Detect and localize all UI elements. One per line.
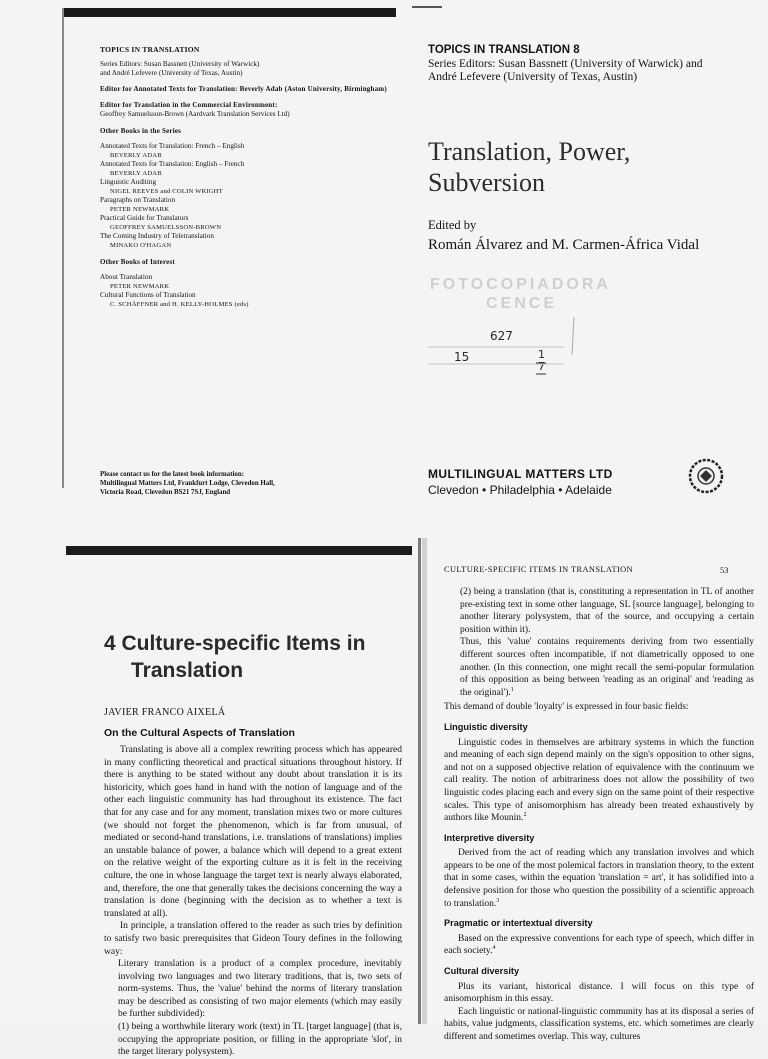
- binding-shadow: [422, 538, 427, 1024]
- paragraph: Plus its variant, historical distance. I will focus on this type of anisomorphism in this essay.: [444, 981, 754, 1005]
- series-title: TOPICS IN TRANSLATION 8: [428, 44, 580, 56]
- list-item: The Coming Industry of Teletranslation MINAKO O'HAGAN: [100, 232, 214, 249]
- subheading-cultural: Cultural diversity: [444, 966, 520, 977]
- block-quote: Literary translation is a product of a complex procedure, inevitably involving two languages and two literary traditions, that is, two sets of norm-systems. Thus, the 'value' behind the norms of literary translation may be described as consisting of two major elements (which may easily be further subdivided):: [118, 959, 402, 1020]
- annotated-editor: Editor for Annotated Texts for Translation: Beverly Adab (Aston University, Birmingham): [100, 85, 387, 93]
- paragraph: Derived from the act of reading which any translation involves and which appears to be one of the most polemical factors in translation theory, to the extent that in some cases, within the equation 'translation = art', it has solidified into a defensive position for those who question the possibility of a scientific approach to translation.$^3$: [444, 848, 754, 909]
- publisher-name: MULTILINGUAL MATTERS LTD: [428, 467, 613, 481]
- stamp-lines: [424, 315, 574, 375]
- page-body: [444, 586, 754, 1044]
- library-stamp: FOTOCOPIADORA CENCE: [430, 276, 611, 312]
- list-item: (1) being a worthwhile literary work (text) in TL [target language] (that is, occupying the appropriate position, or filling in the appropriate 'slot', in the target literary polysystem).: [118, 1022, 402, 1058]
- footnote-ref: 4: [492, 945, 496, 952]
- list-item: Annotated Texts for Translation: French – English BEVERLY ADAB: [100, 142, 245, 159]
- subheading-interpretive: Interpretive diversity: [444, 832, 535, 843]
- list-item: (2) being a translation (that is, constituting a representation in TL of another pre-existing text in some other language, SL [source language], belonging to another literary polysystem, that of the source, and occupying a certain position within it).: [460, 587, 754, 635]
- toner-mark: [412, 6, 442, 8]
- subheading-linguistic: Linguistic diversity: [444, 721, 528, 732]
- section-heading: On the Cultural Aspects of Translation: [104, 727, 295, 739]
- commercial-editor-name: Geoffrey Samuelsson-Brown (Aardvark Translation Services Ltd): [100, 110, 290, 118]
- chapter-opening-page: [0, 538, 412, 1058]
- handwritten-1: 1: [538, 348, 545, 361]
- paragraph: Thus, this 'value' contains requirements deriving from two essentially different sources often incompatible, if not diametrically opposed to one another. (In this connection, one might recall the semi-popular formulation of this opposition as being between 'reading as an original' and 'reading as the original').$^1$: [460, 637, 754, 698]
- title-page: [400, 0, 768, 538]
- edited-by-label: Edited by: [428, 218, 477, 232]
- book-title: Translation, Power, Subversion: [428, 137, 631, 197]
- paragraph: Each linguistic or national-linguistic community has at its disposal a series of habits, value judgments, classification systems, etc. which sometimes are clearly different and sometimes overlap. This way, cultures: [444, 1006, 754, 1042]
- handwritten-7: 7: [538, 360, 545, 373]
- page-53: [412, 538, 768, 1042]
- paragraph: Based on the expressive conventions for each type of speech, which differ in each society.$^4$: [444, 933, 754, 957]
- running-head: CULTURE-SPECIFIC ITEMS IN TRANSLATION: [444, 565, 634, 574]
- publisher-cities: Clevedon • Philadelphia • Adelaide: [428, 483, 612, 497]
- contact-info: Please contact us for the latest book information: Multilingual Matters Ltd, Frankfurt Lodge, Clevedon Hall, Victoria Road, Clevedon BS21 7SJ, England: [100, 471, 275, 496]
- subheading-pragmatic: Pragmatic or intertextual diversity: [444, 918, 593, 929]
- list-item: Cultural Functions of Translation C. SCHÄFFNER and H. KELLY-HOLMES (eds): [100, 291, 249, 308]
- list-item: Linguistic Auditing NIGEL REEVES and COLIN WRIGHT: [100, 178, 223, 195]
- chapter-title: 4 Culture-specific Items in Translation: [104, 632, 366, 682]
- interest-book-list: [100, 273, 392, 309]
- series-info: [100, 45, 392, 309]
- other-books-heading: Other Books in the Series: [100, 127, 182, 135]
- toner-edge: [62, 8, 64, 488]
- toner-bar: [66, 546, 412, 555]
- footnote-ref: 2: [523, 811, 527, 818]
- paragraph: In principle, a translation offered to the reader as such tries by definition to satisfy two basic prerequisites that Gideon Toury defines in the following way:: [104, 921, 402, 957]
- paragraph: Translating is above all a complex rewriting process which has appeared in many conflicting theoretical and practical situations throughout history. If there is anything to be stated without any doubt about translation it is its historicity, which goes hand in hand with the notion of language and of the other each linguistic community has had throughout its existence. The fact that for any case and for any moment, translation mixes two or more cultures (we should not forget the phenomenon, which is far from unusual, of mediated or second-hand translations, i.e. translations of translations) implies an unstable balance of power, a balance which will depend to a great extent on the relative weight of the exporting culture as it is felt in the receiving culture, the one in whose language the target text is nearly always elaborated, and, therefore, the one that generally takes the decisions concerning the way a translation is done (beginning with the decision as to whether a text is translated at all).: [104, 745, 402, 919]
- chapter-author: JAVIER FRANCO AIXELÁ: [104, 707, 226, 718]
- list-item: Annotated Texts for Translation: English – French BEVERLY ADAB: [100, 160, 245, 177]
- series-page: [0, 0, 400, 538]
- handwritten-15: 15: [454, 350, 470, 364]
- list-item: Practical Guide for Translators GEOFFREY SAMUELSSON-BROWN: [100, 214, 222, 231]
- list-item: Paragraphs on Translation PETER NEWMARK: [100, 196, 176, 213]
- binding-edge: [418, 538, 421, 1024]
- handwritten-number: 627: [490, 329, 513, 343]
- footnote-ref: 3: [496, 897, 500, 904]
- commercial-editor-heading: Editor for Translation in the Commercial Environment:: [100, 101, 278, 109]
- series-editors: Series Editors: Susan Bassnett (University of Warwick) and André Lefevere (University of Texas, Austin): [428, 58, 703, 83]
- paragraph: This demand of double 'loyalty' is expressed in four basic fields:: [444, 702, 689, 713]
- toner-bar: [62, 8, 396, 17]
- interest-heading: Other Books of Interest: [100, 258, 175, 266]
- series-book-list: [100, 142, 392, 250]
- editors: Román Álvarez and M. Carmen-África Vidal: [428, 237, 700, 253]
- series-editors: Series Editors: Susan Bassnett (University of Warwick) and André Lefevere (University of Texas, Austin): [100, 60, 260, 77]
- page-number: 53: [720, 566, 729, 575]
- paragraph: Linguistic codes in themselves are arbitrary systems in which the function and meaning of each sign depend mainly on the sign's opposition to other signs, and not on a supposed objective relation of equivalence with the continuum we call reality. The notion of arbitrariness does not allow the possibility of two linguistic codes placing each and every sign on the same point of their respective scales. This type of anisomorphism has already been treated exhaustively by authors like Mounin.$^2$: [444, 737, 754, 824]
- footnote-ref: 1: [510, 686, 514, 693]
- chapter-body: [104, 744, 402, 1059]
- series-label: TOPICS IN TRANSLATION: [100, 45, 200, 54]
- multilingual-matters-logo-icon: [686, 456, 726, 496]
- list-item: About Translation PETER NEWMARK: [100, 273, 170, 290]
